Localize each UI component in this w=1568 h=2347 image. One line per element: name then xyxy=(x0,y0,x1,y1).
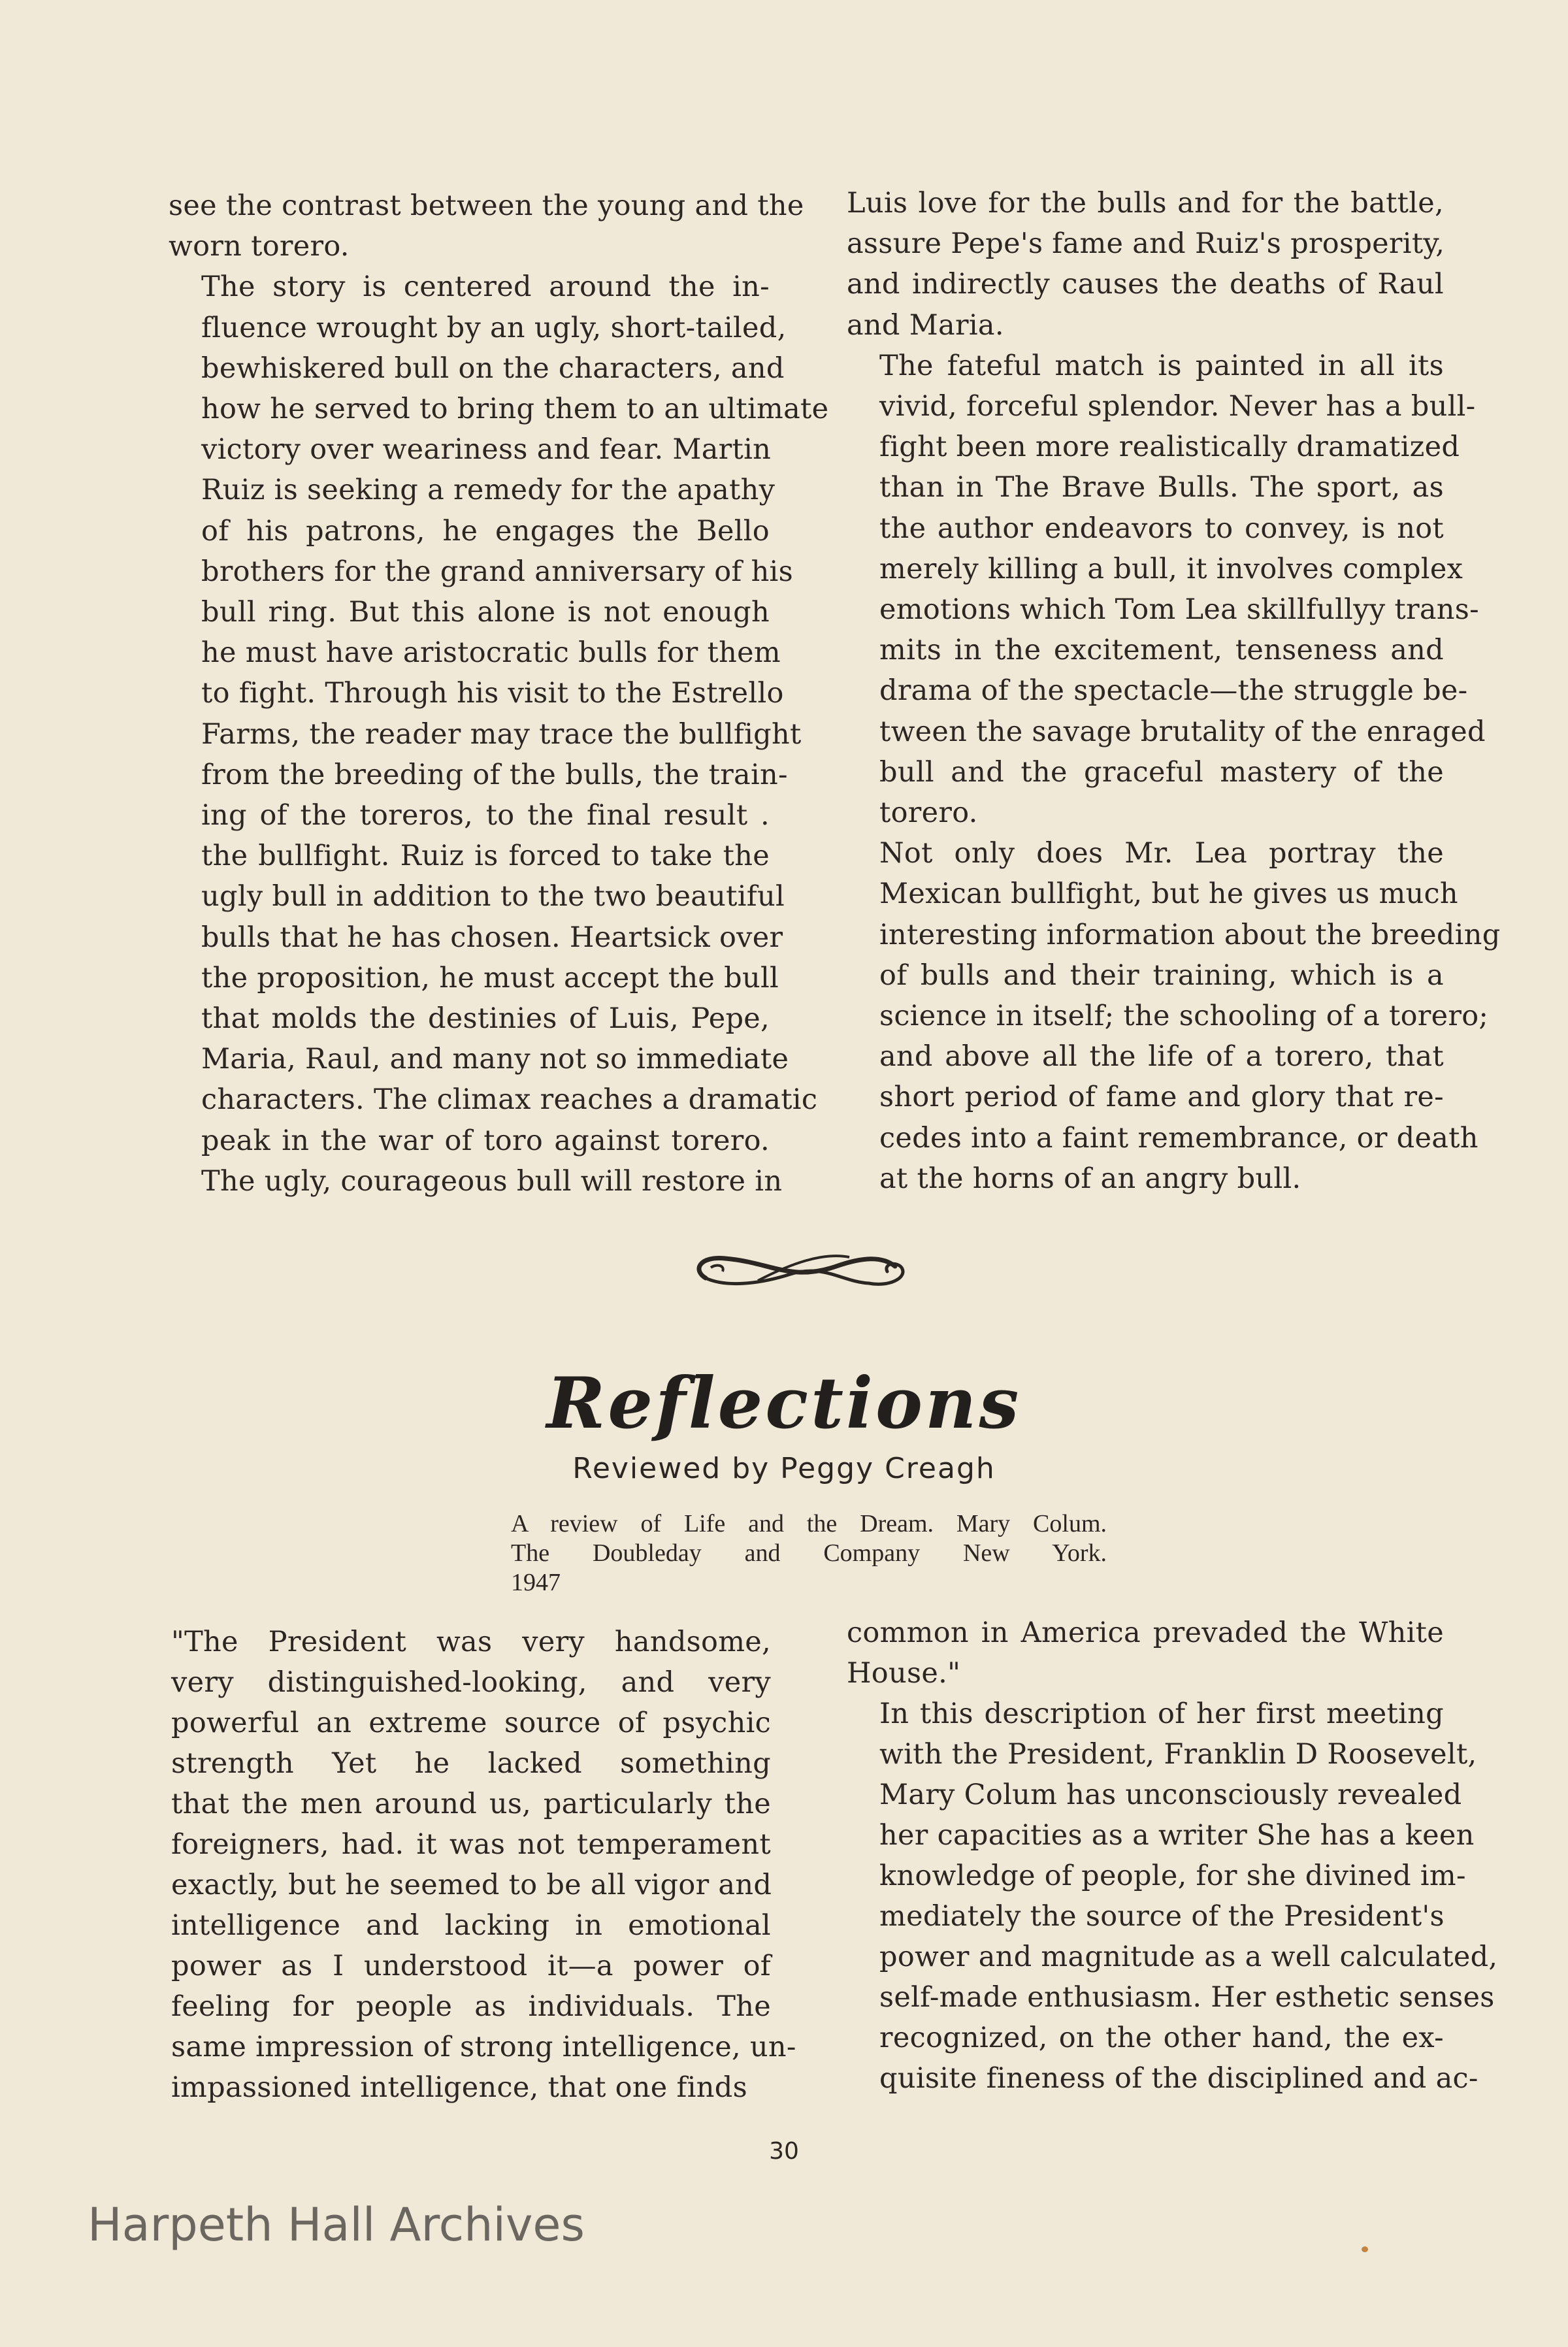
text-line: worn torero. xyxy=(169,230,350,263)
text-line: short period of fame and glory that re- xyxy=(879,1081,1444,1114)
text-line: the author endeavors to convey, is not xyxy=(879,512,1444,545)
text-line: of his patrons, he engages the Bello xyxy=(201,514,770,548)
text-line: of bulls and their training, which is a xyxy=(879,959,1444,992)
text-line: common in America prevaded the White xyxy=(847,1617,1444,1649)
paragraph xyxy=(171,1622,796,2108)
text-line: ing of the toreros, to the final result . xyxy=(201,799,770,832)
text-line: fight been more realistically dramatized xyxy=(879,431,1460,464)
text-line: see the contrast between the young and the xyxy=(169,189,804,222)
text-line: The story is centered around the in- xyxy=(201,271,770,304)
text-line: bull and the graceful mastery of the xyxy=(879,755,1444,789)
text-line: powerful an extreme source of psychic xyxy=(171,1707,771,1739)
text-line: House." xyxy=(847,1657,961,1690)
text-line: feeling for people as individuals. The xyxy=(171,1990,771,2023)
text-line: Ruiz is seeking a remedy for the apathy xyxy=(201,474,776,507)
text-line: the bullfight. Ruiz is forced to take the xyxy=(201,840,770,873)
bottom-right-column xyxy=(847,1613,1498,2099)
bottom-left-column xyxy=(171,1622,796,2108)
text-line: at the horns of an angry bull. xyxy=(879,1162,1301,1195)
text-line: strength Yet he lacked something xyxy=(171,1747,771,1780)
top-left-column xyxy=(169,186,829,1202)
text-line: The fateful match is painted in all its xyxy=(879,349,1444,382)
text-line: torero. xyxy=(879,796,978,830)
text-line: Maria, Raul, and many not so immediate xyxy=(201,1043,789,1076)
text-line: In this description of her first meeting xyxy=(879,1698,1444,1730)
page-number: 30 xyxy=(769,2138,799,2165)
text-line: power and magnitude as a well calculated, xyxy=(879,1941,1498,1973)
text-line: bull ring. But this alone is not enough xyxy=(201,596,770,629)
text-line: that the men around us, particularly the xyxy=(171,1788,771,1820)
text-line: self-made enthusiasm. Her esthetic senses xyxy=(879,1981,1495,2014)
text-line: vivid, forceful splendor. Never has a bull- xyxy=(879,390,1476,423)
paper-spot xyxy=(1362,2246,1368,2252)
paragraph xyxy=(847,1694,1498,2099)
text-line: ugly bull in addition to the two beautiful xyxy=(201,880,785,913)
text-line: foreigners, had. it was not temperament xyxy=(171,1828,771,1861)
text-line: Mexican bullfight, but he gives us much xyxy=(879,878,1458,911)
citation-line: 1947 xyxy=(511,1569,561,1596)
text-line: cedes into a faint remembrance, or death xyxy=(879,1121,1478,1155)
flourish-ornament xyxy=(679,1244,928,1303)
text-line: very distinguished-looking, and very xyxy=(171,1666,771,1699)
review-citation xyxy=(511,1509,1107,1598)
text-line: power as I understood it—a power of xyxy=(171,1950,771,1982)
section-title: Reflections xyxy=(546,1362,1022,1445)
text-line: and indirectly causes the deaths of Raul xyxy=(847,268,1444,301)
paragraph xyxy=(847,833,1501,1199)
text-line: merely killing a bull, it involves complex xyxy=(879,552,1463,585)
text-line: drama of the spectacle—the struggle be- xyxy=(879,674,1468,708)
text-line: and Maria. xyxy=(847,308,1004,342)
text-line: recognized, on the other hand, the ex- xyxy=(879,2022,1444,2054)
text-line: impassioned intelligence, that one finds xyxy=(171,2071,747,2104)
text-line: quisite fineness of the disciplined and ac- xyxy=(879,2062,1478,2095)
text-line: that molds the destinies of Luis, Pepe, xyxy=(201,1002,770,1036)
text-line: the proposition, he must accept the bull xyxy=(201,961,779,994)
text-line: "The President was very handsome, xyxy=(171,1626,771,1658)
text-line: from the breeding of the bulls, the train- xyxy=(201,758,788,791)
text-line: bulls that he has chosen. Heartsick over xyxy=(201,921,783,954)
text-line: Not only does Mr. Lea portray the xyxy=(879,837,1444,870)
text-line: brothers for the grand anniversary of his xyxy=(201,555,793,588)
text-line: interesting information about the breeding xyxy=(879,918,1501,951)
text-line: and above all the life of a torero, that xyxy=(879,1040,1444,1074)
reviewer-byline: Reviewed by Peggy Creagh xyxy=(572,1452,996,1485)
archive-watermark: Harpeth Hall Archives xyxy=(88,2198,585,2252)
text-line: to fight. Through his visit to the Estrello xyxy=(201,677,784,710)
text-line: peak in the war of toro against torero. xyxy=(201,1124,770,1157)
top-right-column xyxy=(847,183,1501,1199)
text-line: same impression of strong intelligence, un- xyxy=(171,2031,796,2063)
paragraph xyxy=(169,267,829,1202)
paragraph xyxy=(847,1613,1444,1694)
text-line: The ugly, courageous bull will restore in xyxy=(201,1164,783,1198)
text-line: intelligence and lacking in emotional xyxy=(171,1909,771,1942)
text-line: mits in the excitement, tenseness and xyxy=(879,634,1444,667)
text-line: tween the savage brutality of the enraged xyxy=(879,715,1486,748)
text-line: how he served to bring them to an ultimate xyxy=(201,393,829,426)
text-line: Farms, the reader may trace the bullfight xyxy=(201,717,802,751)
text-line: with the President, Franklin D Roosevelt, xyxy=(879,1738,1477,1771)
text-line: than in The Brave Bulls. The sport, as xyxy=(879,471,1444,504)
text-line: her capacities as a writer She has a keen xyxy=(879,1819,1475,1852)
text-line: Luis love for the bulls and for the battle, xyxy=(847,187,1444,220)
paragraph xyxy=(847,183,1444,346)
text-line: victory over weariness and fear. Martin xyxy=(201,433,772,467)
text-line: he must have aristocratic bulls for them xyxy=(201,636,781,670)
text-line: exactly, but he seemed to be all vigor and xyxy=(171,1869,772,1901)
text-line: knowledge of people, for she divined im- xyxy=(879,1860,1466,1892)
paragraph xyxy=(169,186,804,267)
text-line: science in itself; the schooling of a torero; xyxy=(879,1000,1489,1033)
text-line: bewhiskered bull on the characters, and xyxy=(201,352,785,385)
citation-line: A review of Life and the Dream. Mary Colum. xyxy=(511,1510,1107,1537)
text-line: emotions which Tom Lea skillfullyy trans- xyxy=(879,593,1479,627)
text-line: mediately the source of the President's xyxy=(879,1900,1445,1933)
paragraph xyxy=(847,346,1486,833)
text-line: assure Pepe's fame and Ruiz's prosperity, xyxy=(847,227,1445,261)
text-line: characters. The climax reaches a dramatic xyxy=(201,1083,818,1117)
text-line: Mary Colum has unconsciously revealed xyxy=(879,1779,1462,1811)
citation-line: The Doubleday and Company New York. xyxy=(511,1539,1107,1567)
text-line: fluence wrought by an ugly, short-tailed, xyxy=(201,311,787,344)
